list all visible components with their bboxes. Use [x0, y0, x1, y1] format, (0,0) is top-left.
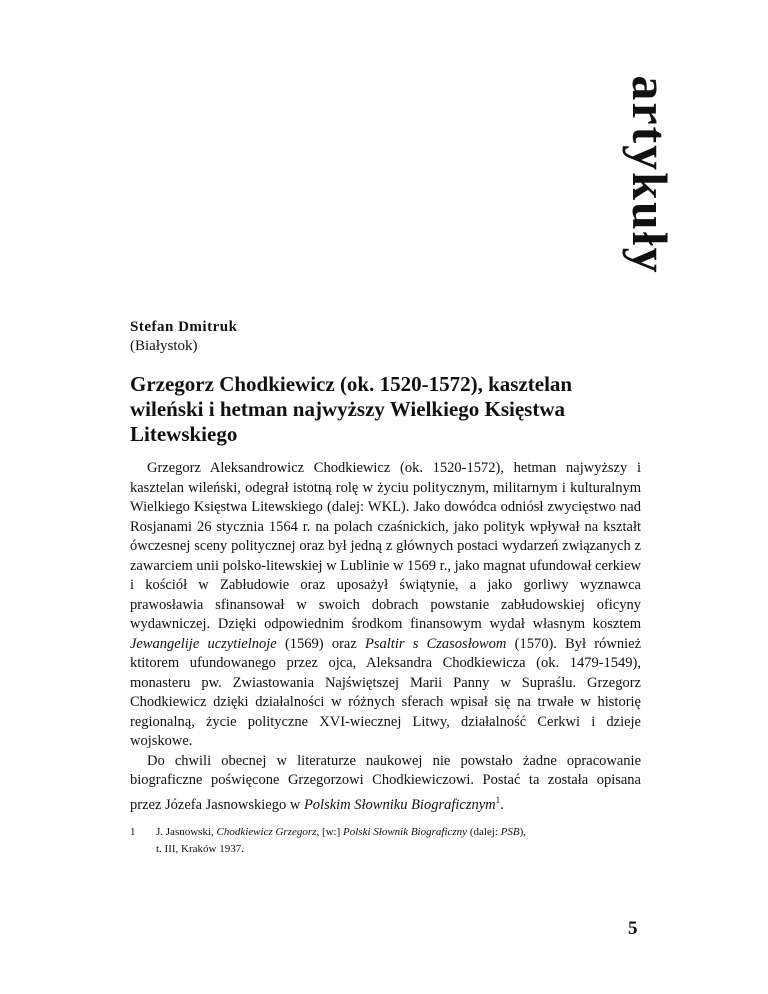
article-body: [130, 459, 641, 815]
footnote-italic: Polski Słownik Biograficzny: [343, 826, 468, 838]
footnote-number: 1: [130, 826, 136, 838]
book-title-jewangelije: Jewangelije uczytielnoje: [130, 635, 277, 652]
footnote-text: , [w:]: [316, 826, 344, 838]
author-name: Stefan Dmitruk: [130, 319, 238, 335]
paragraph-1-text: Grzegorz Aleksandrowicz Chodkiewicz (ok. 1520-1572), hetman najwyższy i kasztelan wileński, odegrał istotną rolę w życiu politycznym, militarnym i kulturalnym Wielkiego Księstwa Litewskiego (dalej: WKL). Jako dowódca odniósł zwycięstwo nad Rosjanami 26 stycznia 1564 r. na polach czaśnickich, jako polityk wpływał na kształt ówczesnej sceny politycznej oraz był jedną z głównych postaci wydarzeń związanych z zawarciem unii polsko-litewskiej w Lublinie w 1569 r., jako magnat ufundował cerkiew i kościół w Zabłudowie oraz uposażył świątynie, a jako gorliwy wyznawca prawosławia sfinansował w swoich dobrach powstanie zabłudowskiej oficyny wydawniczej. Dzięki odpowiednim środkom finansowym wydał własnym kosztem: [130, 460, 641, 632]
article-title: Grzegorz Chodkiewicz (ok. 1520-1572), kasztelan wileński i hetman najwyższy Wielkiego Księstwa Litewskiego: [130, 372, 573, 446]
footnote-italic: PSB: [500, 826, 520, 838]
footnote: [130, 824, 641, 858]
paragraph-2: [130, 752, 641, 815]
footnote-italic: Chodkiewicz Grzegorz: [216, 826, 317, 838]
paragraph-1-text: (1570). Był również ktitorem ufundowanego przez ojca, Aleksandra Chodkiewicza (ok. 1479-1549), monasteru pw. Zwiastowania Najświętszej Marii Panny w Supraślu. Grzegorz Chodkiewicz dzięki działalności w różnych sferach wpisał się na trwałe w historię regionalną, życie polityczne XVI-wiecznej Litwy, działalność Cerkwi i dzieje wojskowe.: [130, 635, 642, 749]
footnote-text: ),: [519, 826, 527, 838]
paragraph-1: [130, 459, 641, 752]
paragraph-1-text: (1569) oraz: [276, 635, 366, 652]
footnote-line-2: t. III, Kraków 1937.: [156, 843, 244, 855]
paragraph-2-end: .: [500, 796, 504, 813]
author-block: [130, 318, 237, 356]
footnote-line-1: [130, 824, 641, 841]
paragraph-2-text: Do chwili obecnej w literaturze naukowej nie powstało żadne opracowanie biograficzne poświęcone Grzegorzowi Chodkiewiczowi. Postać ta została opisana przez Józefa Jasnowskiego w: [130, 752, 641, 813]
author-affiliation: (Białystok): [130, 338, 198, 354]
footnote-text: J. Jasnowski,: [156, 826, 217, 838]
page-number: 5: [628, 918, 638, 939]
footnote-text: (dalej:: [467, 826, 501, 838]
section-label-text: artykuły: [622, 75, 678, 275]
footnote-reference[interactable]: 1: [495, 794, 501, 805]
book-title-psaltir: Psaltir s Czasosłowom: [365, 635, 507, 652]
reference-title-psb: Polskim Słowniku Biograficznym: [303, 796, 496, 813]
section-label: [620, 70, 680, 280]
